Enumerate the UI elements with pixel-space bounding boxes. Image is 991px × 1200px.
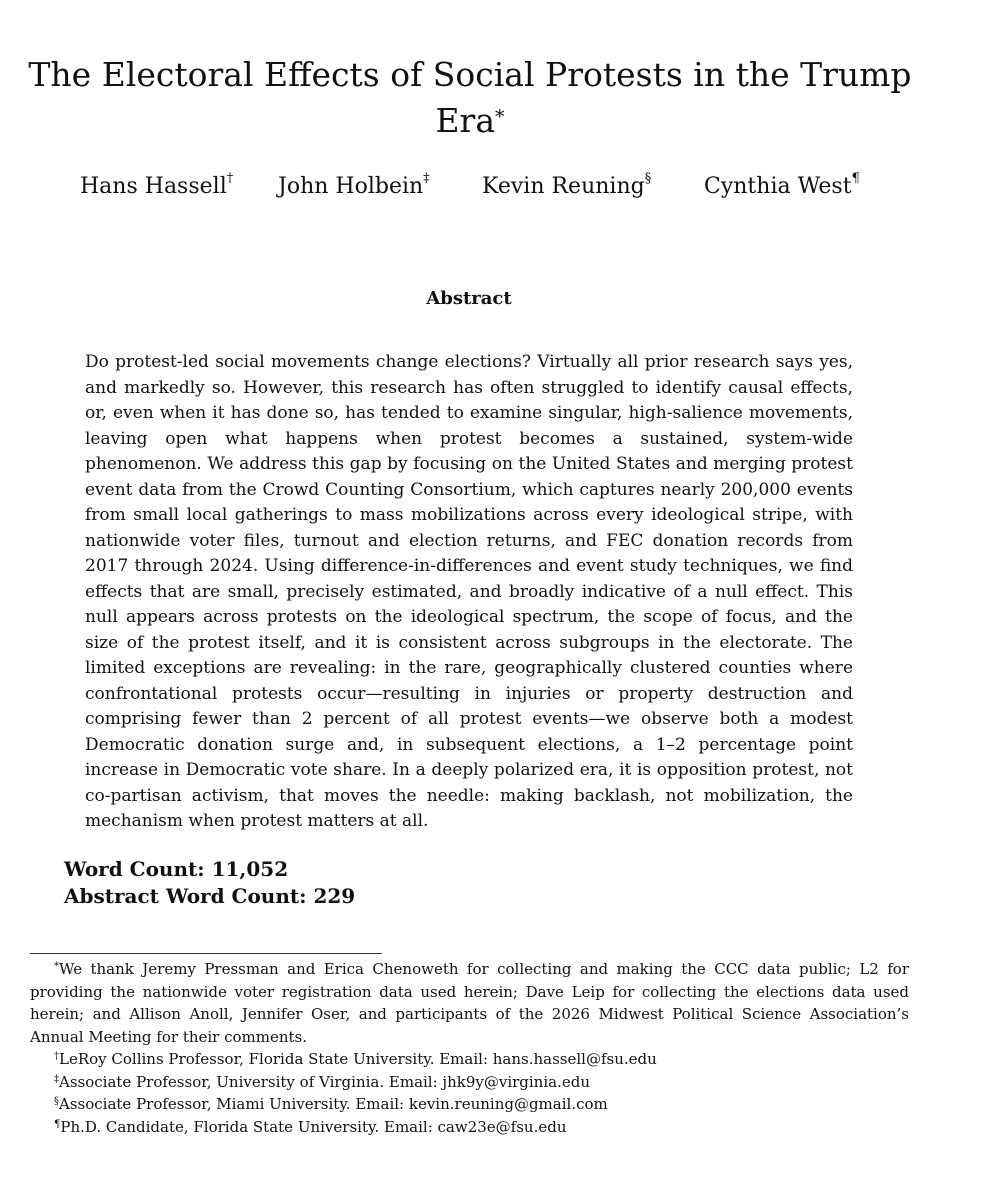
paper-title bbox=[20, 52, 920, 144]
author-list bbox=[80, 171, 880, 208]
paper-title-text: The Electoral Effects of Social Protests in the Trump Era bbox=[28, 55, 912, 140]
footnote-text: Associate Professor, Miami University. Email: kevin.reuning@gmail.com bbox=[59, 1095, 608, 1113]
author-name: John Holbein bbox=[278, 174, 424, 199]
title-footnote-mark: * bbox=[495, 106, 505, 128]
author-footnote-mark: † bbox=[226, 171, 234, 186]
author-name: Cynthia West bbox=[704, 174, 852, 199]
abstract-heading: Abstract bbox=[426, 288, 512, 309]
author-name: Kevin Reuning bbox=[482, 174, 645, 199]
footnote-mark: † bbox=[54, 1051, 59, 1062]
affiliation-footnote-2 bbox=[30, 1071, 909, 1094]
author-footnote-mark: ¶ bbox=[851, 171, 860, 186]
footnote-text: We thank Jeremy Pressman and Erica Chenoweth for collecting and making the CCC data public; L2 for providing the nationwide voter registration data used herein; Dave Leip for collecting the elections data used herein; and Allison Anoll, Jennifer Oser, and participants of the 2026 Midwest Political Science Association’s Annual Meeting for their comments. bbox=[30, 960, 909, 1046]
footnote-text: Associate Professor, University of Virginia. Email: jhk9y@virginia.edu bbox=[59, 1072, 590, 1091]
word-count: Word Count: 11,052 bbox=[64, 857, 289, 881]
footnote-divider bbox=[30, 953, 382, 954]
footnote-text: Ph.D. Candidate, Florida State University. Email: caw23e@fsu.edu bbox=[60, 1117, 567, 1136]
acknowledgment-footnote bbox=[30, 958, 909, 1048]
footnote-mark: * bbox=[54, 961, 59, 972]
footnotes bbox=[30, 958, 909, 1138]
author-3 bbox=[482, 171, 652, 199]
author-2 bbox=[278, 171, 430, 199]
abstract-text: Do protest-led social movements change elections? Virtually all prior research says yes, and markedly so. However, this research has often struggled to identify causal effects, or, even when it has done so, has tended to examine singular, high-salience movements, leaving open what happens when protest becomes a sustained, system-wide phenomenon. We address this gap by focusing on the United States and merging protest event data from the Crowd Counting Consortium, which captures nearly 200,000 events from small local gatherings to mass mobilizations across every ideological stripe, with nationwide voter files, turnout and election returns, and FEC donation records from 2017 through 2024. Using difference-in-differences and event study techniques, we find effects that are small, precisely estimated, and broadly indicative of a null effect. This null appears across protests on the ideological spectrum, the scope of focus, and the size of the protest itself, and it is consistent across subgroups in the electorate. The limited exceptions are revealing: in the rare, geographically clustered counties where confrontational protests occur—resulting in injuries or property destruction and comprising fewer than 2 percent of all protest events—we observe both a modest Democratic donation surge and, in subsequent elections, a 1–2 percentage point increase in Democratic vote share. In a deeply polarized era, it is opposition protest, not co-partisan activism, that moves the needle: making backlash, not mobilization, the mechanism when protest matters at all. bbox=[85, 352, 853, 831]
abstract-word-count: Abstract Word Count: 229 bbox=[64, 884, 356, 908]
affiliation-footnote-1 bbox=[30, 1048, 909, 1071]
word-counts bbox=[64, 856, 355, 910]
footnote-mark: ¶ bbox=[54, 1118, 61, 1130]
author-1 bbox=[80, 171, 234, 199]
footnote-mark: ‡ bbox=[54, 1073, 59, 1085]
author-name: Hans Hassell bbox=[80, 174, 227, 199]
footnote-text: LeRoy Collins Professor, Florida State University. Email: hans.hassell@fsu.edu bbox=[59, 1050, 657, 1068]
affiliation-footnote-4 bbox=[30, 1116, 909, 1139]
footnote-mark: § bbox=[54, 1096, 59, 1107]
author-4 bbox=[704, 171, 860, 199]
author-footnote-mark: ‡ bbox=[423, 171, 430, 186]
affiliation-footnote-3 bbox=[30, 1093, 909, 1116]
author-footnote-mark: § bbox=[644, 171, 652, 186]
